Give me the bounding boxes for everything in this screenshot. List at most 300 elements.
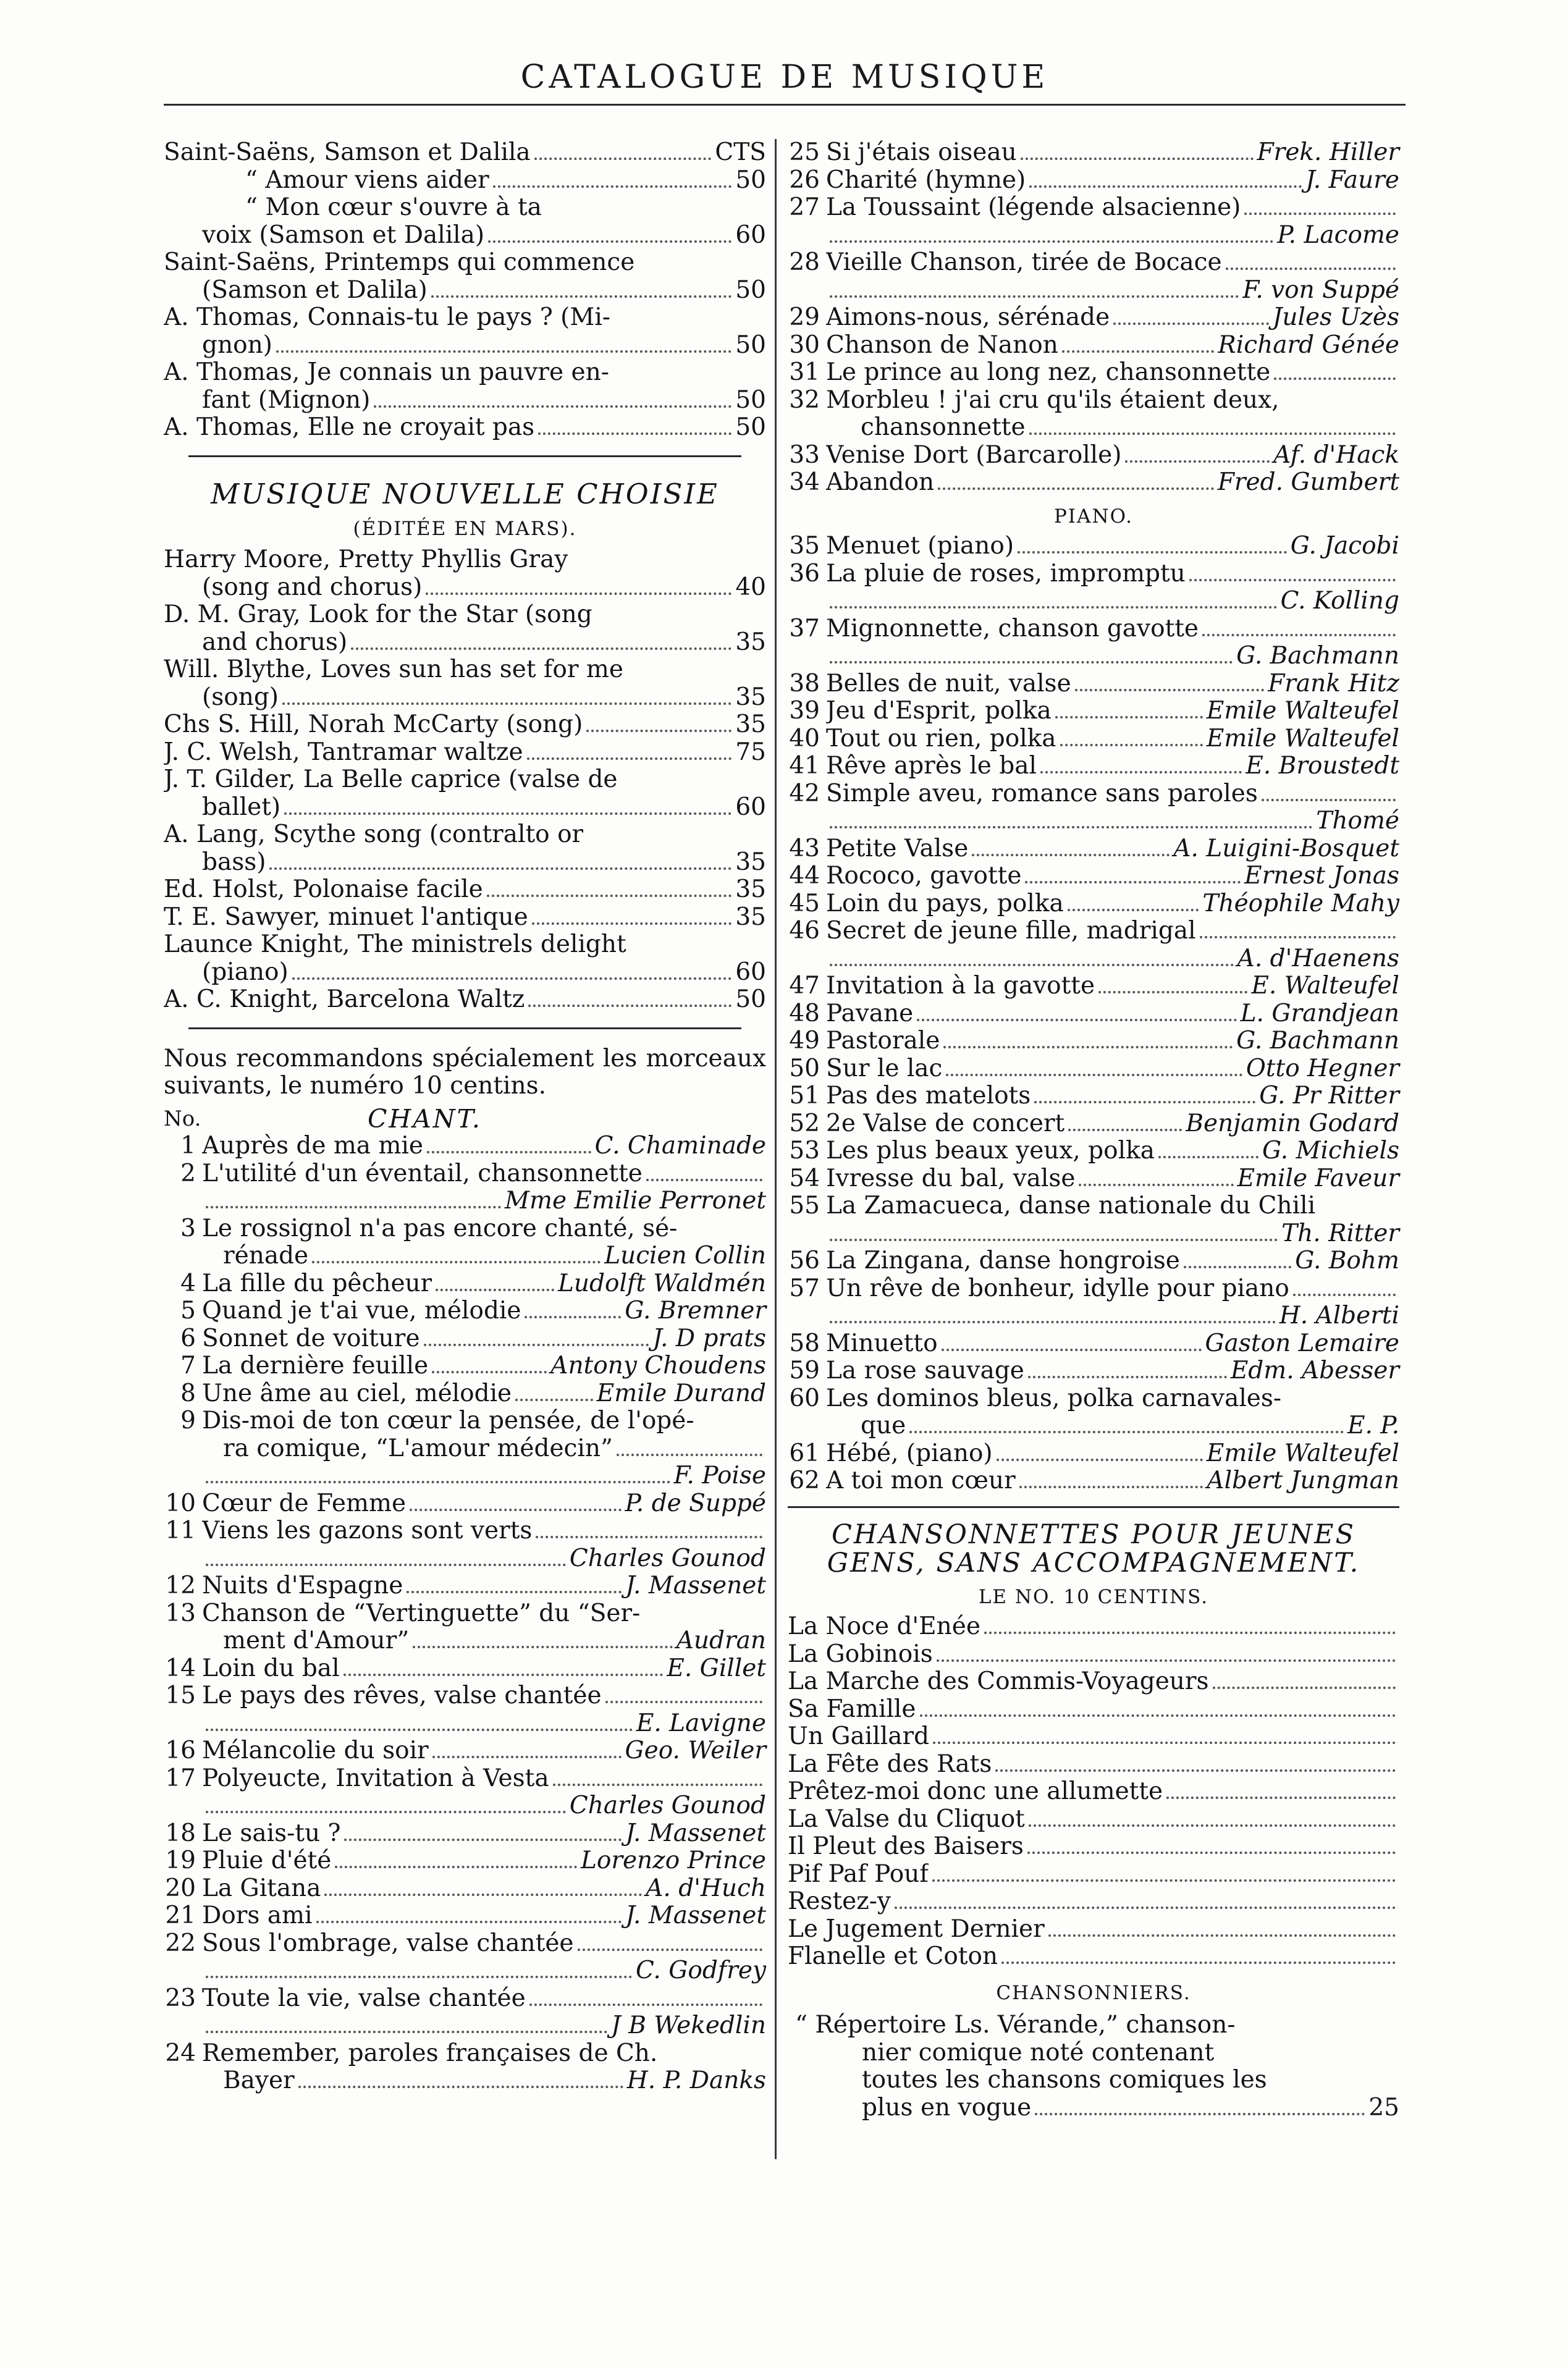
dot-leader [1226,268,1396,270]
dot-leader [605,1701,762,1703]
catalogue-entry [788,752,1399,780]
entry-title: Un Gaillard [788,1723,930,1750]
dot-leader [432,1756,622,1758]
dot-leader [972,854,1170,856]
catalogue-entry [788,304,1399,332]
opening-list [164,139,766,442]
entry-title: Petite Valse [826,835,969,862]
dot-leader [426,592,731,595]
composer: Lucien Collin [604,1242,766,1270]
catalogue-entry [164,1957,766,1985]
dot-leader [937,1659,1396,1662]
dot-leader [493,185,732,188]
entry-title: que [861,1412,906,1439]
catalogue-entry [164,414,766,442]
entry-title: Dors ami [202,1902,313,1929]
entry-title: Mélancolie du soir [202,1737,429,1764]
catalogue-entry [164,1737,766,1765]
chansonnettes-title-line1: CHANSONNETTES POUR JEUNES [832,1519,1355,1550]
catalogue-entry [164,1325,766,1353]
dot-leader [431,295,732,298]
catalogue-entry [164,1985,766,2013]
dot-leader [284,812,731,815]
entry-title: Les plus beaux yeux, polka [826,1137,1155,1165]
dot-leader [298,2086,623,2088]
composer: Fred. Gumbert [1217,468,1399,496]
entry-title: Auprès de ma mie [202,1132,423,1160]
catalogue-entry [164,1352,766,1380]
composer: Emile Walteufel [1206,724,1399,752]
column-divider [775,139,777,2159]
dot-leader [1166,1797,1396,1799]
composer: G. Bohm [1295,1247,1399,1275]
catalogue-entry [164,2040,766,2068]
dot-leader [536,1536,762,1538]
entry-number: 22 [165,1929,196,1957]
entry-title: (song) [202,683,279,711]
repertoire-last-line [788,2094,1399,2122]
dot-leader [1202,634,1396,636]
entry-title: La dernière feuille [202,1352,429,1380]
entry-title: rénade [223,1242,309,1270]
entry-title: A. Thomas, Connais-tu le pays ? (Mi- [164,304,610,331]
dot-leader [427,1151,591,1153]
composer: C. Kolling [1280,587,1399,615]
catalogue-entry [164,739,766,767]
composer: Emile Walteufel [1206,697,1399,725]
price: 35 [735,710,766,738]
dot-leader [1035,2113,1365,2115]
entry-number: 11 [165,1517,196,1544]
entry-number: 17 [165,1764,196,1792]
composer: Emile Durand [596,1379,766,1407]
entry-title: “ Amour viens aider [245,166,489,194]
composer: F. Poise [673,1462,766,1489]
entry-title: fant (Mignon) [202,386,371,414]
nouvelle-title: MUSIQUE NOUVELLE CHOISIE [211,477,719,510]
catalogue-entry [164,1655,766,1683]
catalogue-entry [788,560,1399,588]
entry-number: 56 [789,1247,820,1275]
entry-title: La Valse du Cliquot [788,1805,1025,1833]
catalogue-entry [164,304,766,332]
dot-leader [292,977,732,980]
catalogue-entry [164,656,766,684]
chansonnette-entry [788,1888,1399,1916]
catalogue-entry [788,862,1399,890]
composer: A. Luigini-Bosquet [1173,834,1399,862]
entry-number: 8 [180,1379,196,1407]
catalogue-entry [164,794,766,822]
catalogue-entry [164,1132,766,1160]
entry-title: Abandon [826,469,935,496]
entry-title: Will. Blythe, Loves sun has set for me [164,656,623,683]
composer: Emile Walteufel [1206,1439,1399,1467]
entry-number: 29 [789,303,820,331]
catalogue-entry [788,1027,1399,1055]
entry-title: 2e Valse de concert [826,1110,1065,1137]
repertoire-line: toutes les chansons comiques les [862,2066,1267,2094]
catalogue-entry [788,469,1399,497]
price: 35 [735,683,766,711]
composer: G. Bremner [625,1297,766,1325]
dot-leader [351,647,731,650]
nouvelle-list [164,546,766,1014]
entry-title: L'utilité d'un éventail, chansonnette [202,1160,643,1187]
catalogue-entry [788,414,1399,442]
dot-leader [830,295,1239,298]
entry-title: A toi mon cœur [826,1467,1016,1494]
catalogue-entry [788,780,1399,808]
composer: E. Gillet [667,1654,766,1682]
entry-title: Remember, paroles françaises de Ch. [202,2039,658,2067]
dot-leader [1079,1184,1233,1186]
entry-title: Launce Knight, The ministrels delight [164,931,626,958]
entry-title: La fille du pêcheur [202,1270,432,1297]
dot-leader [488,240,731,243]
catalogue-entry [164,2012,766,2040]
number-column-label: No. [164,1106,201,1131]
catalogue-entry [788,442,1399,470]
entry-number: 27 [789,193,820,221]
price: 35 [735,903,766,931]
composer: Frank Hitz [1268,669,1399,697]
dot-leader [1040,771,1242,773]
dot-leader [206,1206,501,1208]
catalogue-entry [788,1055,1399,1083]
catalogue-entry [788,835,1399,863]
catalogue-entry [788,1385,1399,1413]
section-rule [188,455,741,457]
dot-leader [830,1239,1278,1241]
composer: J. D prats [652,1324,766,1352]
catalogue-entry [788,1000,1399,1028]
dot-leader [1025,881,1241,883]
catalogue-entry [788,1110,1399,1138]
entry-number: 21 [165,1902,196,1929]
entry-title: Pluie d'été [202,1847,332,1874]
chansonnette-entry [788,1668,1399,1696]
catalogue-entry [164,249,766,277]
catalogue-entry [164,1490,766,1518]
composer: G. Michiels [1262,1137,1399,1165]
composer: J. Massenet [625,1902,766,1929]
entry-title: A. Lang, Scythe song (contralto or [164,821,584,848]
catalogue-entry [788,277,1399,305]
catalogue-entry [164,1435,766,1463]
dot-leader [1213,1687,1396,1689]
entry-title: Charité (hymne) [826,166,1026,194]
catalogue-entry [164,222,766,250]
dot-leader [316,1921,622,1923]
entry-title: Invitation à la gavotte [826,972,1095,1000]
dot-leader [206,2031,607,2033]
entry-number: 7 [180,1352,196,1380]
dot-leader [529,2004,762,2006]
price: 50 [735,331,766,359]
entry-number: 58 [789,1329,820,1357]
composer: Benjamin Godard [1186,1109,1399,1137]
section-rule [188,1027,741,1029]
dot-leader [410,1509,622,1511]
entry-number: 46 [789,917,820,945]
dot-leader [269,867,731,870]
dot-leader [1029,185,1302,188]
dot-leader [830,661,1233,664]
entry-number: 31 [789,358,820,386]
entry-number: 40 [789,724,820,752]
dot-leader [830,964,1234,966]
dot-leader [528,1005,731,1007]
dot-leader [1189,579,1396,581]
entry-title: Pavane [826,1000,914,1027]
entry-title: Chanson de Nanon [826,331,1058,359]
entry-title: Une âme au ciel, mélodie [202,1380,512,1407]
dot-leader [525,1316,621,1318]
catalogue-entry [788,1165,1399,1193]
entry-title: ballet) [202,793,281,821]
composer: Th. Ritter [1281,1219,1399,1247]
entry-title: La Fête des Rats [788,1750,992,1778]
catalogue-entry [164,931,766,959]
catalogue-entry [164,1682,766,1710]
dot-leader [617,1454,762,1456]
composer: Emile Faveur [1237,1164,1399,1192]
dot-leader [942,1349,1202,1351]
catalogue-entry [164,167,766,195]
catalogue-entry [164,1572,766,1600]
entry-title: and chorus) [202,628,348,656]
catalogue-entry [788,643,1399,670]
catalogue-entry [164,1627,766,1655]
catalogue-entry [788,1302,1399,1330]
entry-number: 38 [789,669,820,697]
entry-number: 62 [789,1467,820,1494]
entry-title: Venise Dort (Barcarolle) [826,441,1122,469]
composer: A. d'Huch [646,1874,766,1902]
composer: J. Massenet [625,1819,766,1847]
catalogue-entry [788,1137,1399,1165]
entry-title: La pluie de roses, impromptu [826,560,1186,588]
catalogue-entry [164,876,766,904]
composer: G. Bachmann [1236,642,1399,670]
entry-title: Pastorale [826,1027,940,1055]
composer: Ernest Jonas [1244,862,1399,890]
catalogue-entry [788,167,1399,195]
catalogue-entry [164,1380,766,1408]
catalogue-entry [164,1215,766,1243]
entry-number: 39 [789,697,820,725]
entry-title: Pif Paf Pouf [788,1860,929,1888]
entry-title: Le pays des rêves, valse chantée [202,1682,602,1709]
catalogue-entry [164,332,766,360]
entry-title: Bayer [223,2067,295,2094]
composer: Théophile Mahy [1202,889,1399,917]
catalogue-entry [788,807,1399,835]
composer: Audran [676,1627,766,1654]
entry-title: Saint-Saëns, Printemps qui commence [164,249,635,276]
dot-leader [1158,1156,1258,1158]
entry-number: 51 [789,1082,820,1110]
catalogue-entry [164,1765,766,1793]
entry-number: 54 [789,1164,820,1192]
chansonnette-entry [788,1613,1399,1641]
entry-title: A. Thomas, Je connais un pauvre en- [164,359,609,386]
dot-leader [938,487,1214,490]
entry-title: La Zingana, danse hongroise [826,1247,1180,1275]
entry-number: 41 [789,752,820,780]
entry-title: Chanson de “Vertinguette” du “Ser- [202,1599,641,1627]
entry-title: La Gobinois [788,1640,933,1668]
catalogue-entry [788,697,1399,725]
catalogue-entry [788,588,1399,615]
composer: Mme Emilie Perronet [505,1187,766,1215]
chant-continued-list [788,139,1399,497]
entry-number: 13 [165,1599,196,1627]
catalogue-entry [164,849,766,877]
entry-title: Secret de jeune fille, madrigal [826,917,1196,945]
composer: Albert Jungman [1207,1467,1399,1494]
chansonnettes-subtitle: LE NO. 10 CENTINS. [978,1585,1209,1608]
composer: Af. d'Hack [1273,440,1399,469]
composer: E. Broustedt [1246,752,1399,780]
dot-leader [578,1949,763,1951]
entry-number: 20 [165,1874,196,1902]
entry-title: Il Pleut des Baisers [788,1833,1024,1860]
catalogue-entry [788,917,1399,945]
dot-leader [374,405,731,408]
entry-title: La Noce d'Enée [788,1613,980,1640]
dot-leader [1184,1266,1291,1268]
entry-title: D. M. Gray, Look for the Star (song [164,601,592,628]
entry-title: Loin du pays, polka [826,890,1064,917]
composer: P. Lacome [1277,221,1399,249]
dot-leader [1029,1824,1396,1827]
entry-number: 57 [789,1274,820,1302]
entry-title: gnon) [202,331,272,359]
entry-title: Belles de nuit, valse [826,670,1071,697]
dot-leader [1293,1294,1396,1296]
catalogue-entry [164,821,766,849]
catalogue-entry [164,1847,766,1875]
entry-number: 10 [165,1489,196,1517]
entry-title: Loin du bal [202,1654,340,1682]
entry-title: Chs S. Hill, Norah McCarty (song) [164,711,583,738]
entry-title: Mignonnette, chanson gavotte [826,615,1199,643]
composer: E. P. [1347,1412,1399,1439]
repertoire-line: plus en vogue [862,2094,1032,2122]
entry-number: 18 [165,1819,196,1847]
chansonnette-entry [788,1861,1399,1889]
entry-title: J. T. Gilder, La Belle caprice (valse de [164,766,618,793]
entry-number: 15 [165,1682,196,1709]
entry-title: La Gitana [202,1874,321,1902]
entry-title: Saint-Saëns, Samson et Dalila [164,139,531,166]
entry-title: Sur le lac [826,1055,943,1082]
composer: E. Walteufel [1251,972,1399,1000]
catalogue-entry [788,332,1399,360]
entry-title: J. C. Welsh, Tantramar waltze [164,738,523,766]
entry-number: 42 [789,779,820,807]
chansonnette-entry [788,1723,1399,1751]
entry-number: 49 [789,1027,820,1055]
dot-leader [933,1742,1396,1744]
entry-title: Quand je t'ai vue, mélodie [202,1297,521,1325]
dot-leader [1021,158,1254,160]
entry-number: 36 [789,559,820,588]
price: 35 [735,628,766,656]
left-column [164,139,766,2095]
catalogue-entry [164,986,766,1014]
chansonnette-entry [788,1916,1399,1944]
dot-leader [553,1784,762,1786]
entry-number: 25 [789,138,820,166]
entry-title: “ Mon cœur s'ouvre à ta [245,194,542,221]
catalogue-entry [788,1082,1399,1110]
entry-title: Rêve après le bal [826,752,1037,780]
catalogue-entry [164,1545,766,1573]
catalogue-entry [164,359,766,387]
entry-number: 14 [165,1654,196,1682]
catalogue-entry [164,1462,766,1490]
dot-leader [586,730,731,732]
entry-number: 50 [789,1054,820,1082]
composer: A. d'Haenens [1237,944,1399,972]
dot-leader [407,1591,622,1593]
composer: G. Bachmann [1236,1027,1399,1055]
entry-title: Si j'étais oiseau [826,139,1017,166]
entry-number: 34 [789,468,820,496]
catalogue-entry [164,1187,766,1215]
composer: Gaston Lemaire [1205,1329,1399,1357]
chansonnette-entry [788,1751,1399,1779]
entry-title: Ivresse du bal, valse [826,1165,1076,1192]
composer: G. Pr Ritter [1259,1082,1399,1110]
entry-title: Sa Famille [788,1695,916,1723]
price: 50 [735,166,766,194]
dot-leader [206,1976,632,1978]
entry-title: Le rossignol n'a pas encore chanté, sé- [202,1215,678,1242]
dot-leader [997,1459,1203,1461]
composer: Frek. Hiller [1257,138,1399,166]
dot-leader [1001,1961,1396,1964]
dot-leader [1018,551,1287,554]
composer: C. Godfrey [635,1957,766,1984]
entry-title: La Zamacueca, danse nationale du Chili [826,1192,1316,1220]
entry-title: Morbleu ! j'ai cru qu'ils étaient deux, [826,386,1279,414]
dot-leader [830,826,1312,828]
dot-leader [1048,1934,1396,1937]
entry-number: 12 [165,1572,196,1599]
entry-title: T. E. Sawyer, minuet l'antique [164,903,528,931]
entry-title: Simple aveu, romance sans paroles [826,780,1258,807]
catalogue-entry [788,1467,1399,1495]
catalogue-entry [788,222,1399,250]
dot-leader [1062,350,1215,353]
entry-title: Le sais-tu ? [202,1819,341,1847]
entry-title: ra comique, “L'amour médecin” [223,1435,613,1462]
piano-list [788,533,1399,1495]
catalogue-entry [164,1792,766,1820]
entry-title: La Toussaint (légende alsacienne) [826,194,1241,221]
chant-list [164,1132,766,2095]
dot-leader [312,1261,601,1263]
entry-title: Dis-moi de ton cœur la pensée, de l'opé- [202,1407,694,1435]
chant-title: CHANT. [368,1103,482,1134]
dot-leader [995,1769,1396,1772]
composer: J. Faure [1305,166,1399,194]
dot-leader [1274,377,1396,380]
